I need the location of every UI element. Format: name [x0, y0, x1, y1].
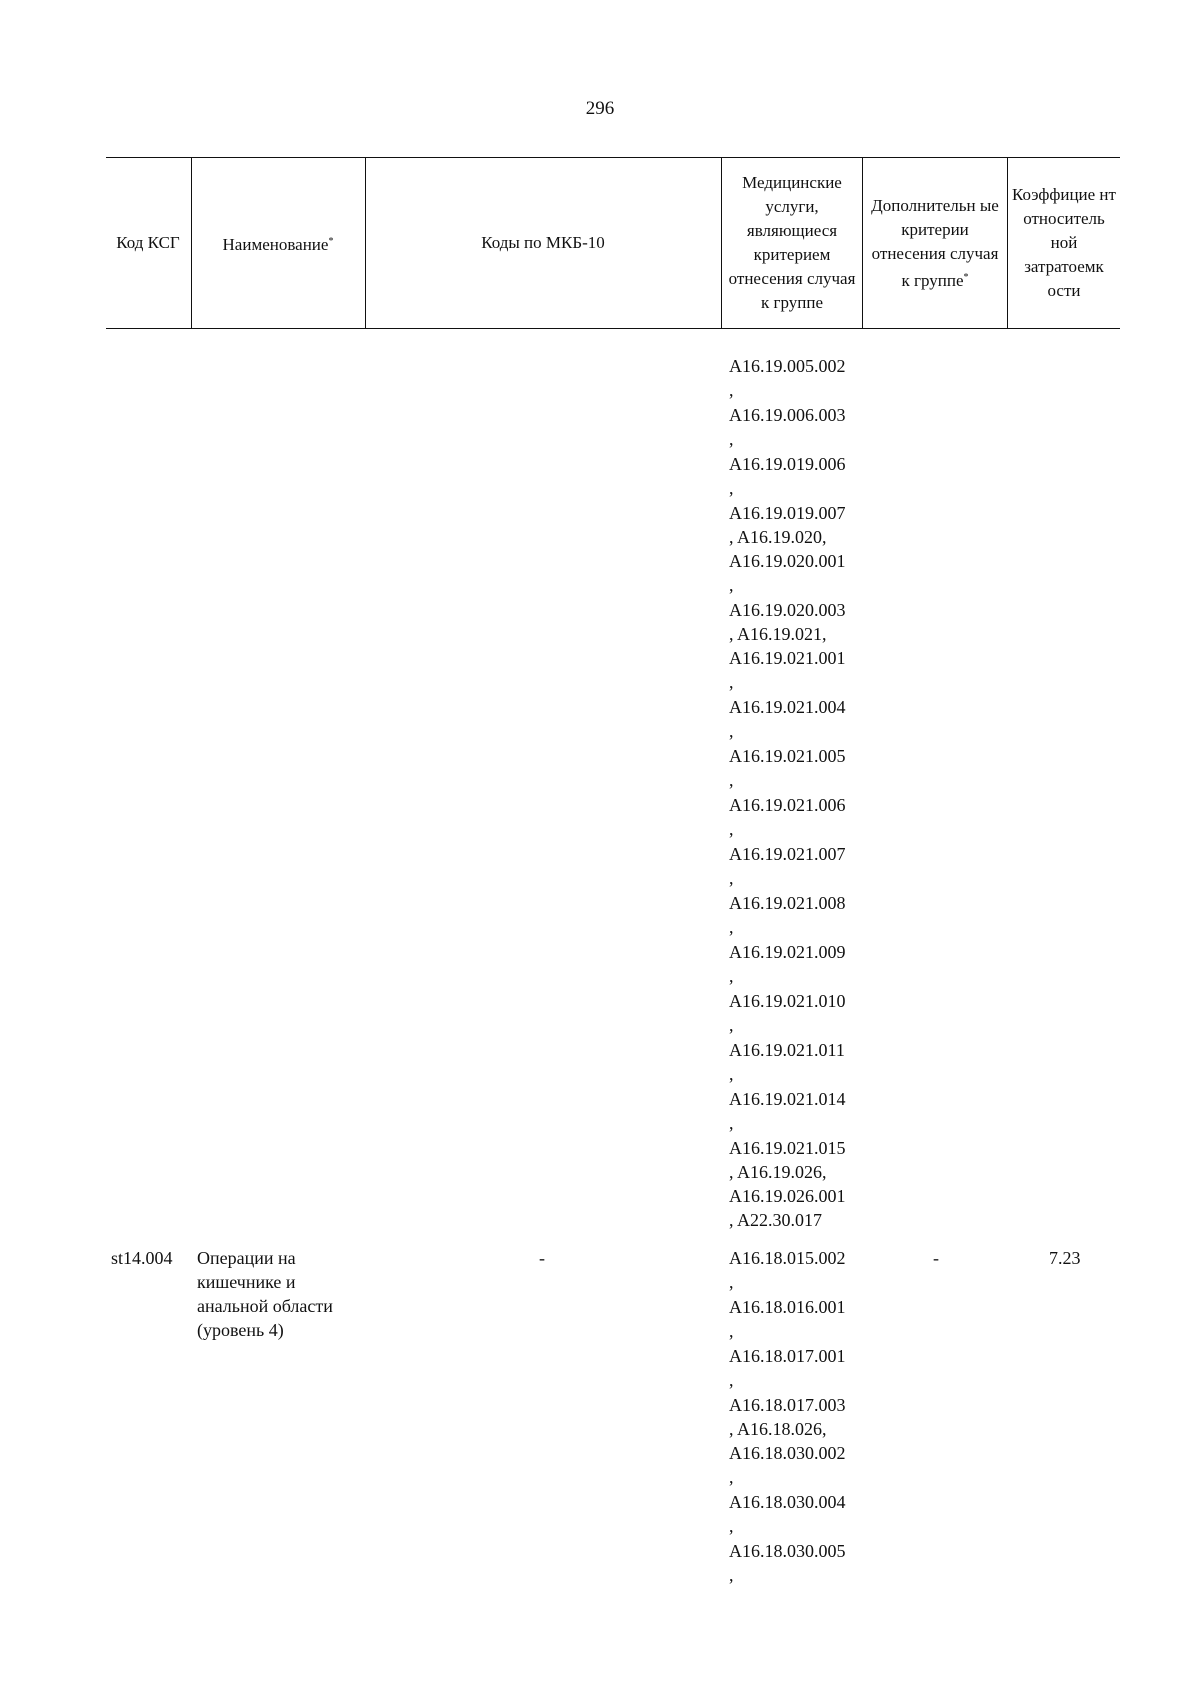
- code-entry: A16.19.021.015 , A16.19.026, A16.19.026.001 , A22.30.017: [729, 1138, 846, 1230]
- code-entry: A16.19.021.011 ,: [729, 1040, 845, 1084]
- code-entry: A16.19.006.003 ,: [729, 405, 846, 449]
- header-extra: [866, 158, 1004, 328]
- footnote-mark: *: [963, 271, 969, 283]
- column-divider: [862, 158, 863, 328]
- column-divider: [191, 158, 192, 328]
- header-coef: [1011, 158, 1117, 328]
- code-entry: A16.19.021.007 ,: [729, 844, 846, 888]
- header-coef-text: Коэффицие нт относитель ной затратоемк ости: [1012, 185, 1116, 300]
- code-entry: A16.18.030.004 ,: [729, 1492, 846, 1536]
- header-name-text: Наименование: [222, 234, 329, 254]
- header-services: [726, 158, 858, 328]
- column-divider: [1007, 158, 1008, 328]
- column-divider: [721, 158, 722, 328]
- header-code-text: Код КСГ: [116, 233, 180, 252]
- code-entry: A16.19.021.009 ,: [729, 942, 846, 986]
- header-services-text: Медицинские услуги, являющиеся критерием отнесения случая к группе: [728, 173, 856, 312]
- code-entry: A16.19.005.002 ,: [729, 356, 846, 400]
- code-entry: A16.18.015.002 ,: [729, 1248, 846, 1292]
- column-divider: [365, 158, 366, 328]
- row-coef: 7.23: [1049, 1248, 1081, 1268]
- row-extra: -: [933, 1248, 939, 1268]
- code-entry: A16.18.017.001 ,: [729, 1346, 846, 1390]
- page-number: 296: [585, 98, 615, 119]
- row-code: st14.004: [111, 1248, 173, 1268]
- header-bottom-rule: [106, 328, 1120, 329]
- code-entry: A16.18.030.005 ,: [729, 1541, 846, 1585]
- row-mkb: -: [539, 1248, 545, 1268]
- code-entry: A16.19.021.014 ,: [729, 1089, 846, 1133]
- code-entry: A16.19.021.010 ,: [729, 991, 846, 1035]
- code-entry: A16.19.021.004 ,: [729, 697, 846, 741]
- row-name: Операции на кишечнике и анальной области (уровень 4): [197, 1248, 333, 1340]
- header-mkb: [367, 158, 719, 328]
- header-mkb-text: Коды по МКБ-10: [481, 233, 605, 252]
- code-entry: A16.19.020.003 , A16.19.021, A16.19.021.001 ,: [729, 600, 846, 692]
- footnote-mark: *: [328, 235, 334, 247]
- code-entry: A16.19.019.006 ,: [729, 454, 846, 498]
- code-entry: A16.19.021.008 ,: [729, 893, 846, 937]
- header-code: [112, 158, 184, 328]
- code-entry: A16.19.019.007 , A16.19.020, A16.19.020.001 ,: [729, 503, 846, 595]
- code-entry: A16.19.021.006 ,: [729, 795, 846, 839]
- code-entry: A16.18.016.001 ,: [729, 1297, 846, 1341]
- code-entry: A16.19.021.005 ,: [729, 746, 846, 790]
- header-extra-text: Дополнительн ые критерии отнесения случая к группе: [871, 195, 999, 290]
- code-entry: A16.18.017.003 , A16.18.026, A16.18.030.002 ,: [729, 1395, 846, 1487]
- header-name: [193, 158, 363, 328]
